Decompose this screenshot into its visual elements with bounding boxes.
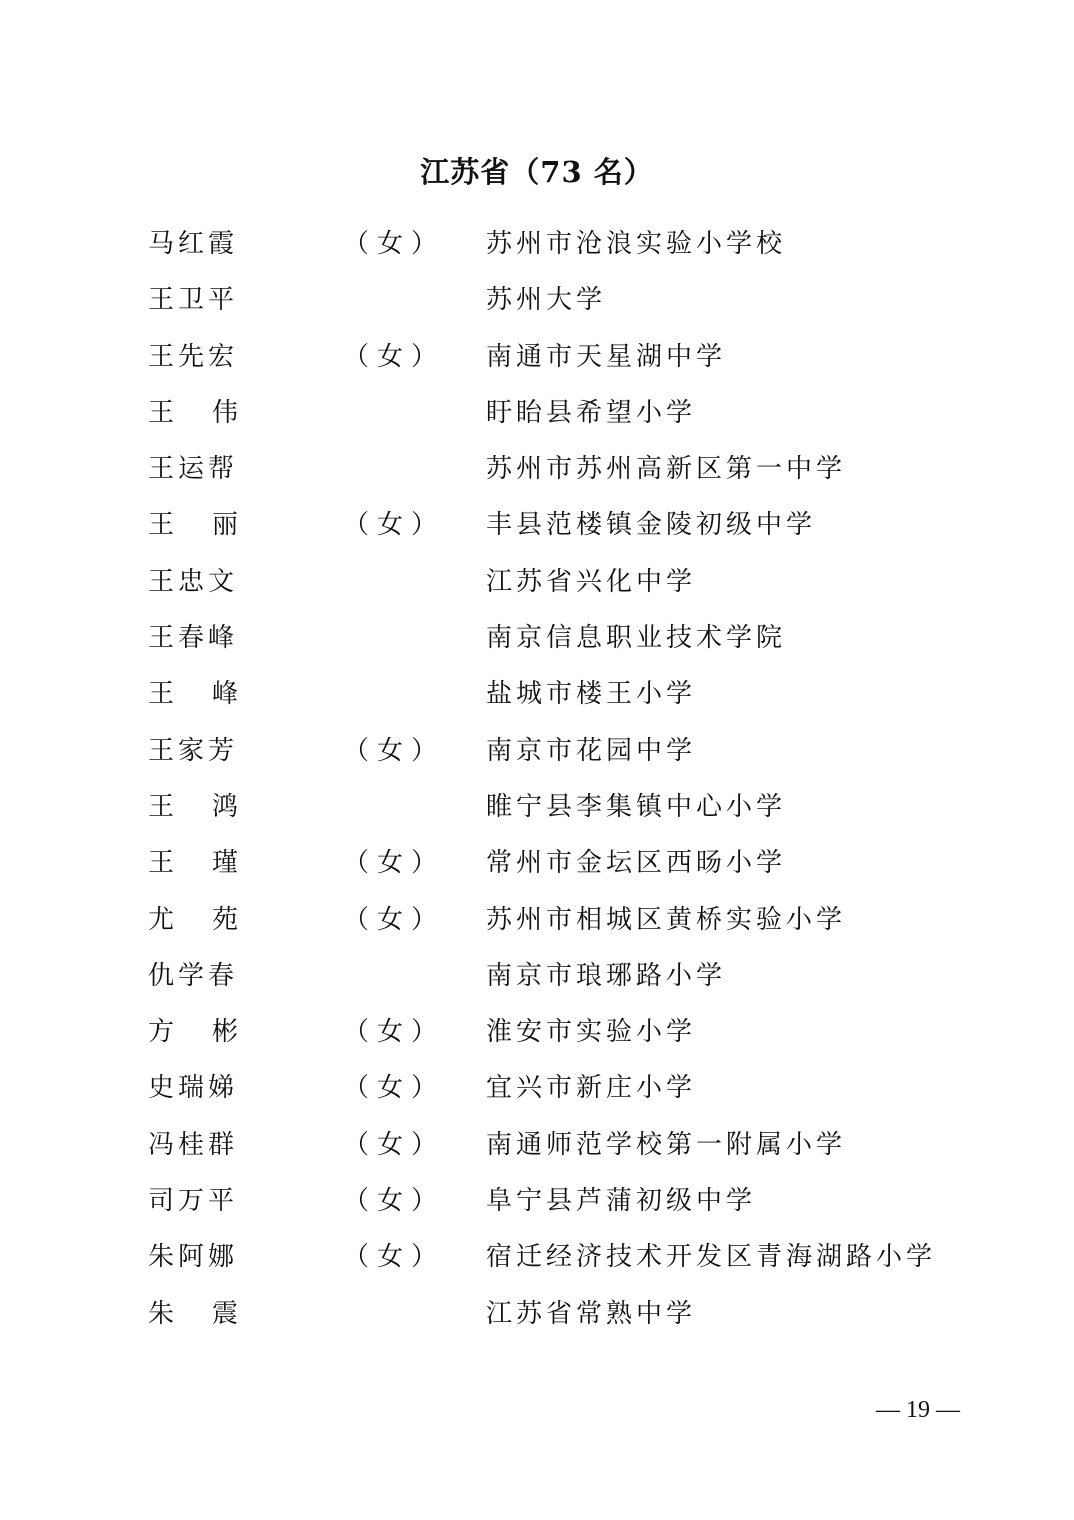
- list-item: [0, 666, 1074, 722]
- person-name: 冯桂群: [148, 1129, 239, 1160]
- list-item: [0, 329, 1074, 385]
- person-name: 朱阿娜: [148, 1242, 239, 1273]
- organization: 苏州市相城区黄桥实验小学: [486, 904, 847, 935]
- person-name: 马红霞: [148, 229, 239, 259]
- gender-mark: （女）: [343, 229, 446, 259]
- person-name: 方 彬: [148, 1017, 238, 1048]
- organization: 江苏省常熟中学: [486, 1298, 697, 1329]
- organization: 睢宁县李集镇中心小学: [486, 791, 787, 822]
- gender-mark: （女）: [343, 1186, 446, 1217]
- list-item: [0, 948, 1074, 1004]
- organization: 宜兴市新庄小学: [486, 1073, 697, 1104]
- organization: 江苏省兴化中学: [486, 566, 697, 597]
- person-name: 史瑞娣: [148, 1073, 239, 1104]
- person-name: 尤 苑: [148, 904, 238, 935]
- page-title: 江苏省（73 名）: [420, 155, 654, 189]
- list-item: [0, 723, 1074, 779]
- organization: 苏州大学: [486, 285, 607, 316]
- list-item: [0, 385, 1074, 441]
- person-name: 王卫平: [148, 285, 239, 316]
- list-item: [0, 610, 1074, 666]
- organization: 淮安市实验小学: [486, 1017, 697, 1048]
- gender-mark: （女）: [343, 1017, 446, 1048]
- list-item: [0, 497, 1074, 553]
- organization: 南京市琅琊路小学: [486, 960, 727, 991]
- gender-mark: （女）: [343, 735, 446, 766]
- list-item: [0, 1004, 1074, 1060]
- person-name: 王 峰: [148, 679, 238, 710]
- gender-mark: （女）: [343, 1129, 446, 1160]
- organization: 南京市花园中学: [486, 735, 697, 766]
- person-name: 王 伟: [148, 397, 238, 428]
- organization: 南京信息职业技术学院: [486, 623, 787, 654]
- person-name: 仇学春: [148, 960, 239, 991]
- gender-mark: （女）: [343, 848, 446, 879]
- organization: 丰县范楼镇金陵初级中学: [486, 510, 817, 541]
- organization: 宿迁经济技术开发区青海湖路小学: [486, 1242, 937, 1273]
- list-item: [0, 892, 1074, 948]
- person-name: 王先宏: [148, 341, 239, 372]
- list-item: [0, 1173, 1074, 1229]
- list-item: [0, 1286, 1074, 1342]
- organization: 常州市金坛区西旸小学: [486, 848, 787, 879]
- list-item: [0, 441, 1074, 497]
- gender-mark: （女）: [343, 510, 446, 541]
- organization: 苏州市沧浪实验小学校: [486, 229, 787, 259]
- list-item: [0, 216, 1074, 272]
- gender-mark: （女）: [343, 904, 446, 935]
- person-name: 朱 震: [148, 1298, 238, 1329]
- person-name: 司万平: [148, 1186, 239, 1217]
- organization: 盱眙县希望小学: [486, 397, 697, 428]
- page-number: — 19 —: [876, 1397, 960, 1423]
- person-name: 王忠文: [148, 566, 239, 597]
- list-item: [0, 779, 1074, 835]
- person-name: 王 丽: [148, 510, 238, 541]
- list-item: [0, 272, 1074, 328]
- organization: 阜宁县芦蒲初级中学: [486, 1186, 757, 1217]
- list-item: [0, 1229, 1074, 1285]
- person-name: 王春峰: [148, 623, 239, 654]
- list-item: [0, 835, 1074, 891]
- award-list: [0, 216, 1074, 1342]
- person-name: 王家芳: [148, 735, 239, 766]
- list-item: [0, 1060, 1074, 1116]
- person-name: 王 鸿: [148, 791, 238, 822]
- organization: 盐城市楼王小学: [486, 679, 697, 710]
- person-name: 王 瑾: [148, 848, 238, 879]
- gender-mark: （女）: [343, 1242, 446, 1273]
- organization: 南通师范学校第一附属小学: [486, 1129, 847, 1160]
- list-item: [0, 1117, 1074, 1173]
- gender-mark: （女）: [343, 1073, 446, 1104]
- person-name: 王运帮: [148, 454, 239, 485]
- gender-mark: （女）: [343, 341, 446, 372]
- organization: 南通市天星湖中学: [486, 341, 727, 372]
- list-item: [0, 554, 1074, 610]
- organization: 苏州市苏州高新区第一中学: [486, 454, 847, 485]
